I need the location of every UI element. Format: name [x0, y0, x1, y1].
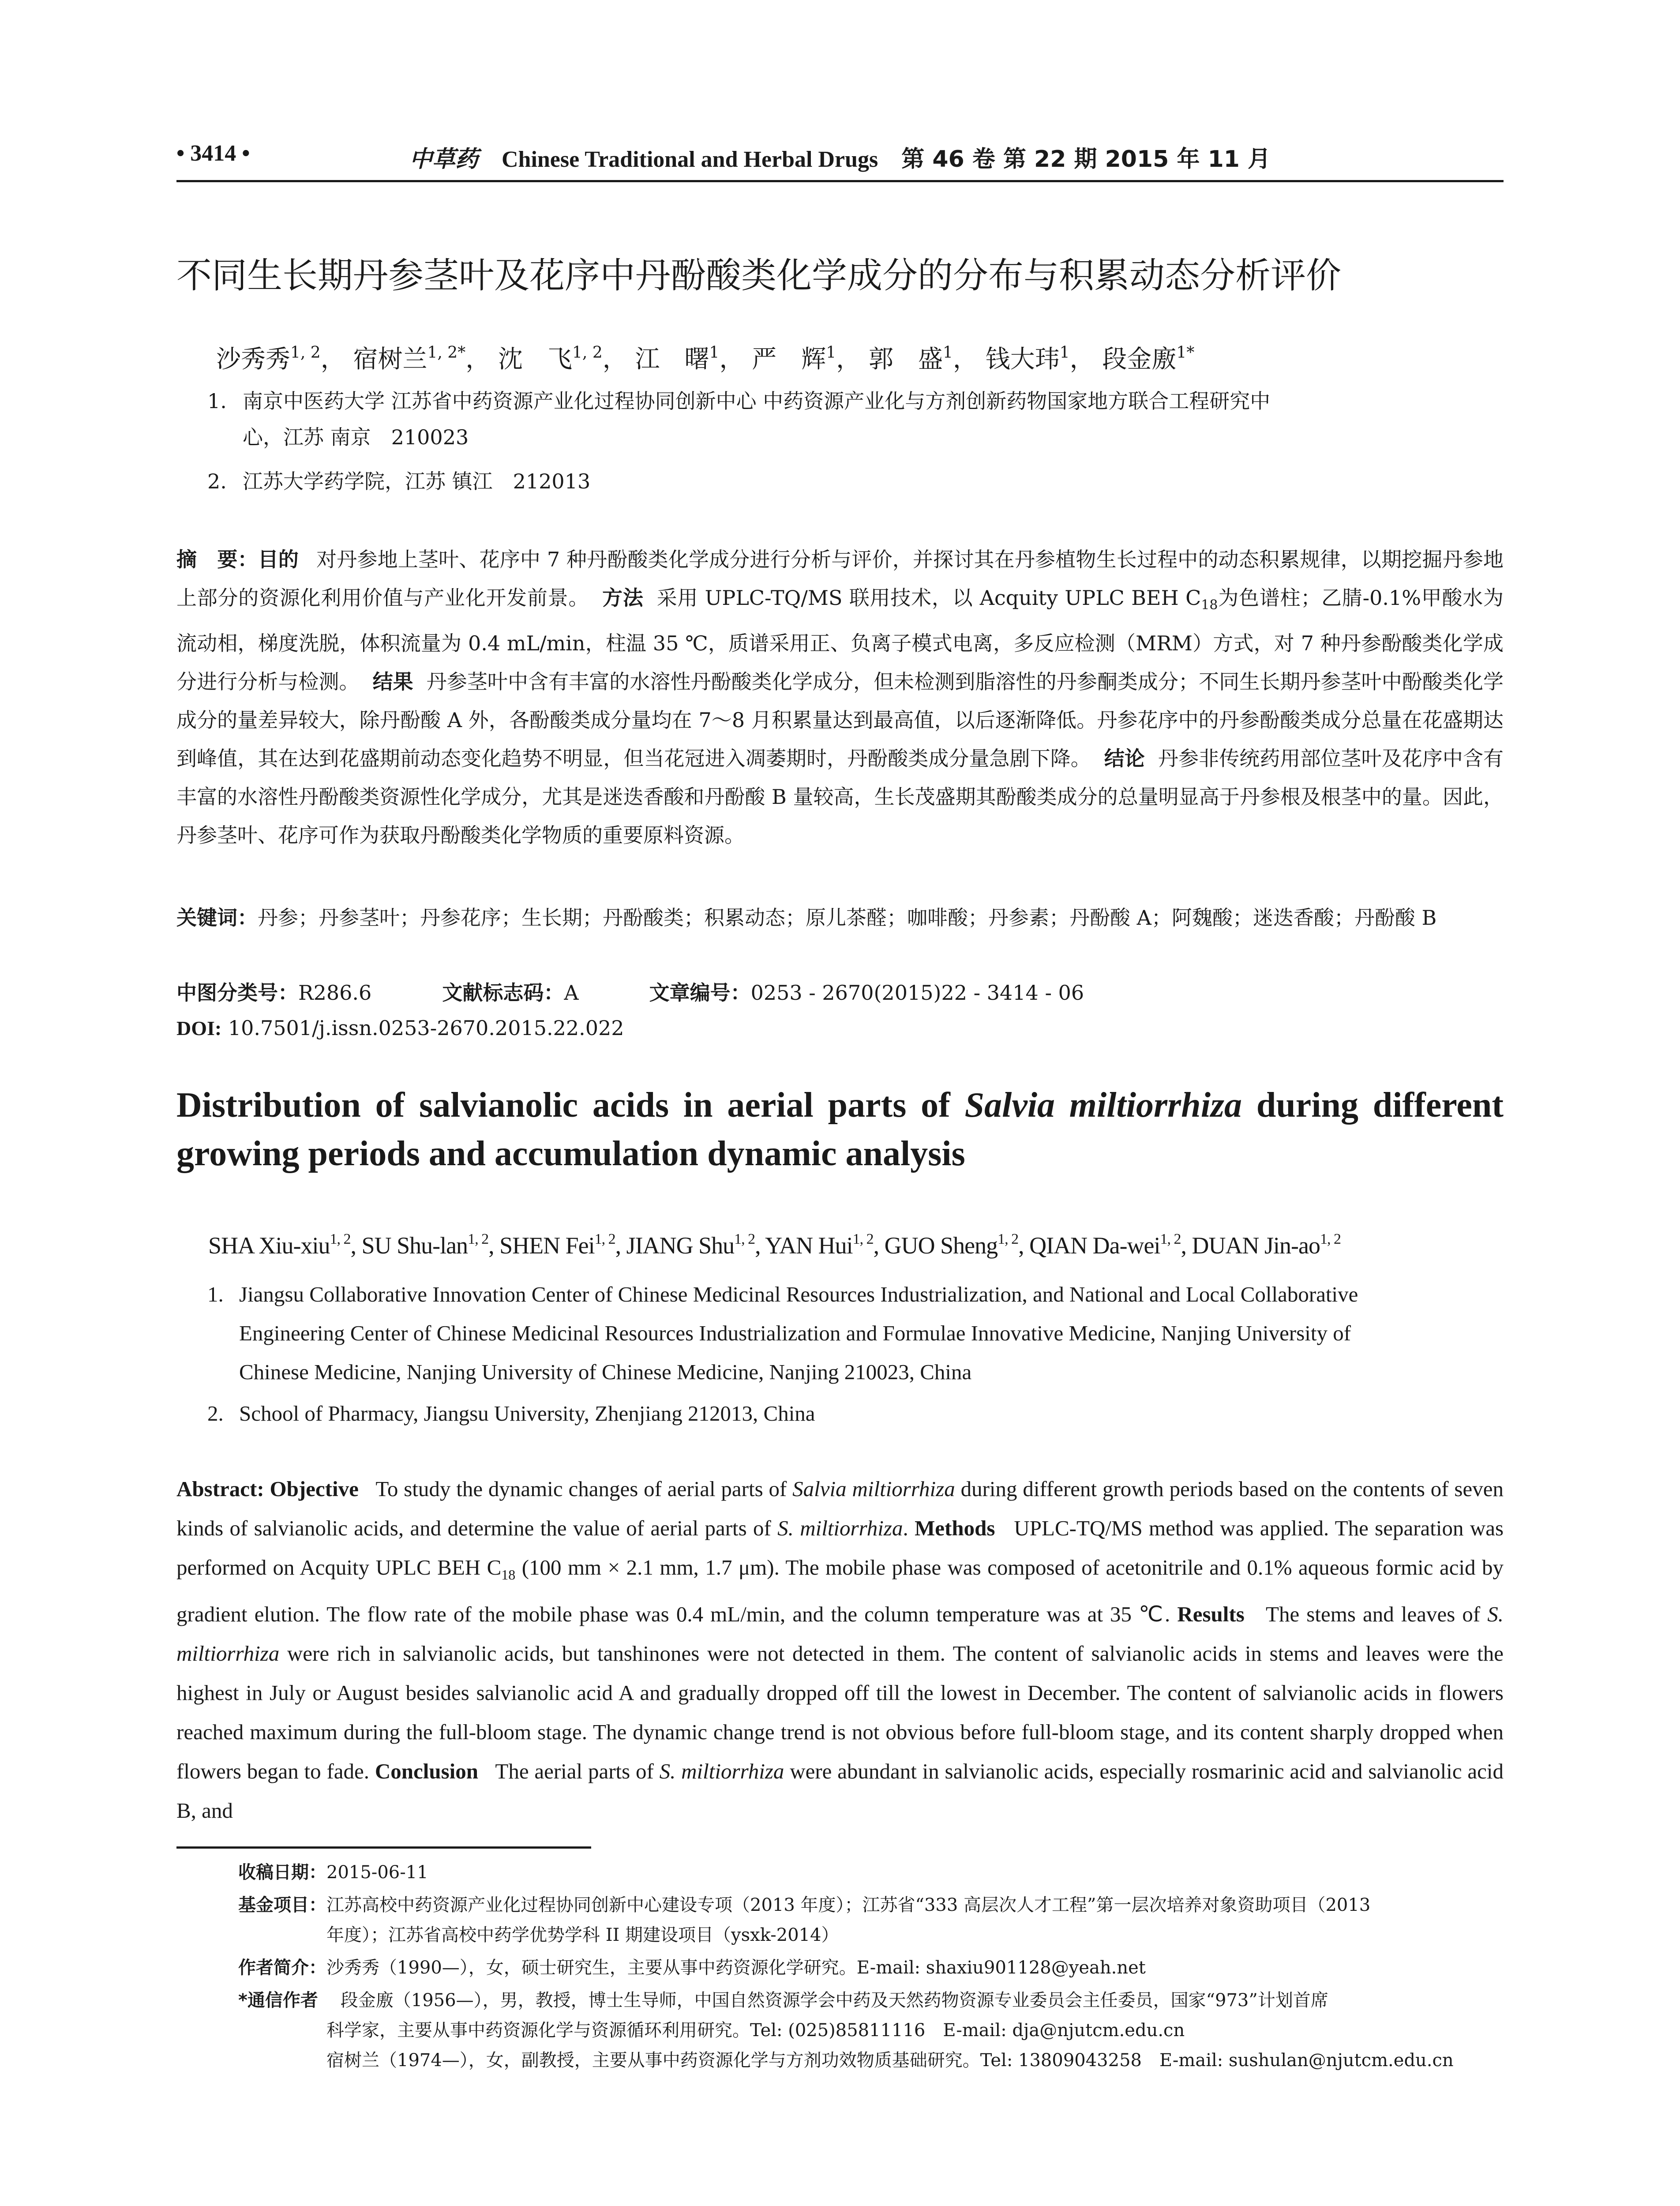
- cn-author: 郭 盛$^1$，: [868, 344, 978, 374]
- en-author: DUAN Jin-ao$^{1, 2}$: [1192, 1231, 1341, 1259]
- en-affiliation-1: 1. Jiangsu Collaborative Innovation Center of Chinese Medicinal Resources Industrialization, and National and Local Collaborative Engineering Center of Chinese Medicinal Resources Industrialization and Formulae Innovative Medicine, Nanjing University of Chinese Medicine, Nanjing University of Chinese Medicine, Nanjing 210023, China: [207, 1282, 1358, 1384]
- cn-affiliation-1: 1. 南京中医药大学 江苏省中药资源产业化过程协同创新中心 中药资源产业化与方剂创新药物国家地方联合工程研究中 心，江苏 南京 210023: [207, 389, 1271, 449]
- en-author: SHA Xiu-xiu$^{1, 2}$,: [208, 1231, 362, 1259]
- footnotes: [238, 1857, 1504, 2075]
- en-author: GUO Sheng$^{1, 2}$,: [884, 1231, 1030, 1259]
- journal-name-cn: 中草药: [409, 146, 478, 173]
- journal-info: [176, 140, 1504, 173]
- en-author: YAN Hui$^{1, 2}$,: [765, 1231, 885, 1259]
- fund-info-cont: 年度）；江苏省高校中药学优势学科 II 期建设项目（ysxk-2014）: [326, 1925, 839, 1945]
- fund-info: 基金项目：江苏高校中药资源产业化过程协同创新中心建设专项（2013 年度）；江苏省“333 高层次人才工程”第一层次培养对象资助项目（2013: [238, 1895, 1371, 1915]
- corresponding-author-2: 宿树兰（1974—），女，副教授，主要从事中药资源化学与方剂功效物质基础研究。Tel: 13809043258 E-mail: sushulan@njutcm.edu.cn: [326, 2050, 1454, 2071]
- en-author: SHEN Fei$^{1, 2}$,: [499, 1231, 626, 1259]
- en-author: QIAN Da-wei$^{1, 2}$,: [1029, 1231, 1192, 1259]
- running-header: [176, 140, 1504, 182]
- cn-keywords: 关键词：丹参；丹参茎叶；丹参花序；生长期；丹酚酸类；积累动态；原儿茶醛；咖啡酸；丹参素；丹酚酸 A；阿魏酸；迷迭香酸；丹酚酸 B: [176, 906, 1437, 930]
- en-author: JIANG Shu$^{1, 2}$,: [626, 1231, 765, 1259]
- footnote-divider: [176, 1846, 591, 1849]
- issue-info: 第 46 卷 第 22 期 2015 年 11 月: [901, 146, 1271, 173]
- cn-title: 不同生长期丹参茎叶及花序中丹酚酸类化学成分的分布与积累动态分析评价: [176, 255, 1341, 296]
- cn-author: 严 辉$^1$，: [752, 344, 861, 374]
- en-author: SU Shu-lan$^{1, 2}$,: [361, 1231, 500, 1259]
- cn-author: 钱大玮$^1$，: [985, 344, 1095, 374]
- cn-author-list: [216, 340, 1194, 375]
- cn-affiliation-2: 2. 江苏大学药学院，江苏 镇江 212013: [207, 469, 591, 493]
- page-number: • 3414 •: [176, 141, 250, 166]
- cn-author: 沙秀秀$^{1, 2}$，: [216, 344, 345, 374]
- received-date: 收稿日期：2015-06-11: [238, 1862, 428, 1883]
- cn-author: 沈 飞$^{1, 2}$，: [498, 344, 627, 374]
- cn-abstract: 摘 要：目的 对丹参地上茎叶、花序中 7 种丹酚酸类化学成分进行分析与评价，并探讨其在丹参植物生长过程中的动态积累规律，以期挖掘丹参地上部分的资源化利用价值与产业化开发前景。 方法 采用 UPLC-TQ/MS 联用技术，以 Acquity UPLC BEH $C_{18}$为色谱柱；乙腈-0.1%甲酸水为流动相，梯度洗脱，体积流量为 0.4 mL/min，柱温 35 ℃，质谱采用正、负离子模式电离，多反应检测（MRM）方式，对 7 种丹参酚酸类化学成分进行分析与检测。 结果 丹参茎叶中含有丰富的水溶性丹酚酸类化学成分，但未检测到脂溶性的丹参酮类成分；不同生长期丹参茎叶中酚酸类化学成分的量差异较大，除丹酚酸 A 外，各酚酸类成分量均在 7～8 月积累量达到最高值，以后逐渐降低。丹参花序中的丹参酚酸类成分总量在花盛期达到峰值，其在达到花盛期前动态变化趋势不明显，但当花冠进入凋萎期时，丹酚酸类成分量急剧下降。 结论 丹参非传统药用部位茎叶及花序中含有丰富的水溶性丹酚酸类资源性化学成分，尤其是迷迭香酸和丹酚酸 B 量较高，生长茂盛期其酚酸类成分的总量明显高于丹参根及根茎中的量。因此，丹参茎叶、花序可作为获取丹酚酸类化学物质的重要原料资源。: [176, 548, 1504, 848]
- en-author-list: [208, 1231, 1341, 1259]
- doi: DOI: 10.7501/j.issn.0253-2670.2015.22.022: [176, 1016, 624, 1040]
- corresponding-author-cont: 科学家，主要从事中药资源化学与资源循环利用研究。Tel: (025)85811116 E-mail: dja@njutcm.edu.cn: [326, 2020, 1185, 2041]
- journal-name-en: Chinese Traditional and Herbal Drugs: [501, 147, 878, 172]
- corresponding-author: *通信作者 段金廒（1956—），男，教授，博士生导师，中国自然资源学会中药及天然药物资源专业委员会主任委员，国家“973”计划首席: [238, 1990, 1328, 2011]
- en-title: Distribution of salvianolic acids in aerial parts of Salvia miltiorrhiza during different growing periods and accumulation dynamic analysis: [176, 1086, 1504, 1173]
- cn-author: 宿树兰$^{1, 2*}$，: [353, 344, 491, 374]
- en-affiliation-2: 2. School of Pharmacy, Jiangsu University, Zhenjiang 212013, China: [207, 1401, 815, 1426]
- en-abstract: Abstract: Objective To study the dynamic changes of aerial parts of Salvia miltiorrhiza during different growth periods based on the contents of seven kinds of salvianolic acids, and determine the value of aerial parts of S. miltiorrhiza. Methods UPLC-TQ/MS method was applied. The separation was performed on Acquity UPLC BEH $C_{18}$ (100 mm × 2.1 mm, 1.7 μm). The mobile phase was composed of acetonitrile and 0.1% aqueous formic acid by gradient elution. The flow rate of the mobile phase was 0.4 mL/min, and the column temperature was at 35 ℃. Results The stems and leaves of S. miltiorrhiza were rich in salvianolic acids, but tanshinones were not detected in them. The content of salvianolic acids in stems and leaves were the highest in July or August besides salvianolic acid A and gradually dropped off till the lowest in December. The content of salvianolic acids in flowers reached maximum during the full-bloom stage. The dynamic change trend is not obvious before full-bloom stage, and its content sharply dropped when flowers began to fade. Conclusion The aerial parts of S. miltiorrhiza were abundant in salvianolic acids, especially rosmarinic acid and salvianolic acid B, and: [176, 1477, 1504, 1823]
- cn-author: 段金廒$^{1*}$: [1102, 344, 1195, 374]
- cn-classification: 中图分类号：R286.6 文献标志码：A 文章编号：0253 - 2670(2015)22 - 3414 - 06: [176, 981, 1084, 1005]
- author-bio: 作者简介：沙秀秀（1990—），女，硕士研究生，主要从事中药资源化学研究。E-mail: shaxiu901128@yeah.net: [238, 1958, 1146, 1978]
- cn-author: 江 曙$^1$，: [635, 344, 744, 374]
